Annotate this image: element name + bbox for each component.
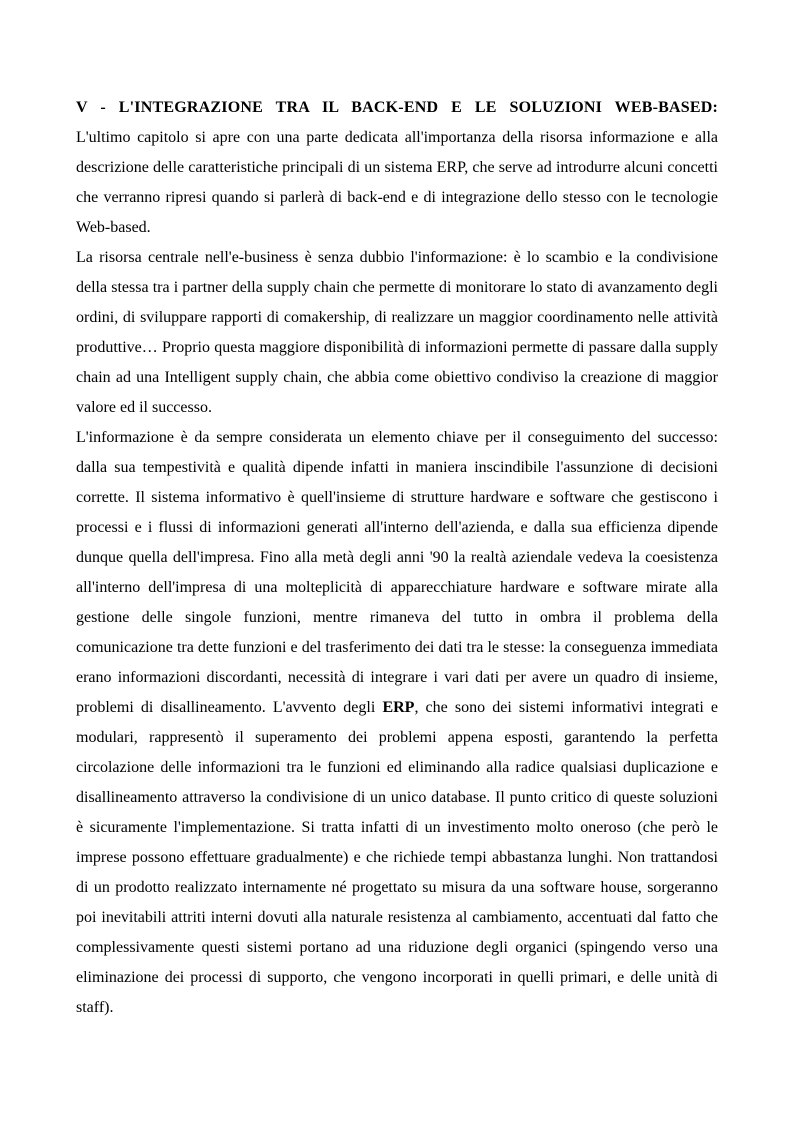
paragraph-intro: L'ultimo capitolo si apre con una parte dedicata all'importanza della risorsa informazione e alla descrizione delle caratteristiche principali di un sistema ERP, che serve ad introdurre alcuni concetti che verranno ripresi quando si parlerà di back-end e di integrazione dello stesso con le tecnologie Web-based.	[76, 129, 718, 236]
erp-bold-term: ERP	[382, 699, 415, 716]
paragraph-erp-text-before: L'informazione è da sempre considerata un elemento chiave per il conseguimento del successo: dalla sua tempestività e qualità dipende infatti in maniera inscindibile l'assunzione di decisioni corrette. Il sistema informativo è quell'insieme di strutture hardware e software che gestiscono i processi e i flussi di informazioni generati all'interno dell'azienda, e dalla sua efficienza dipende dunque quella dell'impresa. Fino alla metà degli anni '90 la realtà aziendale vedeva la coesistenza all'interno dell'impresa di una molteplicità di apparecchiature hardware e software mirate alla gestione delle singole funzioni, mentre rimaneva del tutto in ombra il problema della comunicazione tra dette funzioni e del trasferimento dei dati tra le stesse: la conseguenza immediata erano informazioni discordanti, necessità di integrare i vari dati per avere un quadro di insieme, problemi di disallineamento. L'avvento degli	[76, 429, 718, 716]
chapter-heading: V - L'INTEGRAZIONE TRA IL BACK-END E LE SOLUZIONI WEB-BASED:	[76, 99, 718, 116]
paragraph-erp-text-after: , che sono dei sistemi informativi integrati e modulari, rappresentò il superamento dei problemi appena esposti, garantendo la perfetta circolazione delle informazioni tra le funzioni ed eliminando alla radice qualsiasi duplicazione e disallineamento attraverso la condivisione di un unico database. Il punto critico di queste soluzioni è sicuramente l'implementazione. Si tratta infatti di un investimento molto oneroso (che però le imprese possono effettuare gradualmente) e che richiede tempi abbastanza lunghi. Non trattandosi di un prodotto realizzato internamente né progettato su misura da una software house, sorgeranno poi inevitabili attriti interni dovuti alla naturale resistenza al cambiamento, accentuati dal fatto che complessivamente questi sistemi portano ad una riduzione degli organici (spingendo verso una eliminazione dei processi di supporto, che vengono incorporati in quelli primari, e delle unità di staff).	[76, 699, 719, 1016]
paragraph-erp-systems	[76, 423, 718, 1023]
paragraph-information-resource: La risorsa centrale nell'e-business è senza dubbio l'informazione: è lo scambio e la condivisione della stessa tra i partner della supply chain che permette di monitorare lo stato di avanzamento degli ordini, di sviluppare rapporti di comakership, di realizzare un maggior coordinamento nelle attività produttive… Proprio questa maggiore disponibilità di informazioni permette di passare dalla supply chain ad una Intelligent supply chain, che abbia come obiettivo condiviso la creazione di maggior valore ed il successo.	[76, 249, 718, 416]
document-page	[76, 93, 718, 1023]
